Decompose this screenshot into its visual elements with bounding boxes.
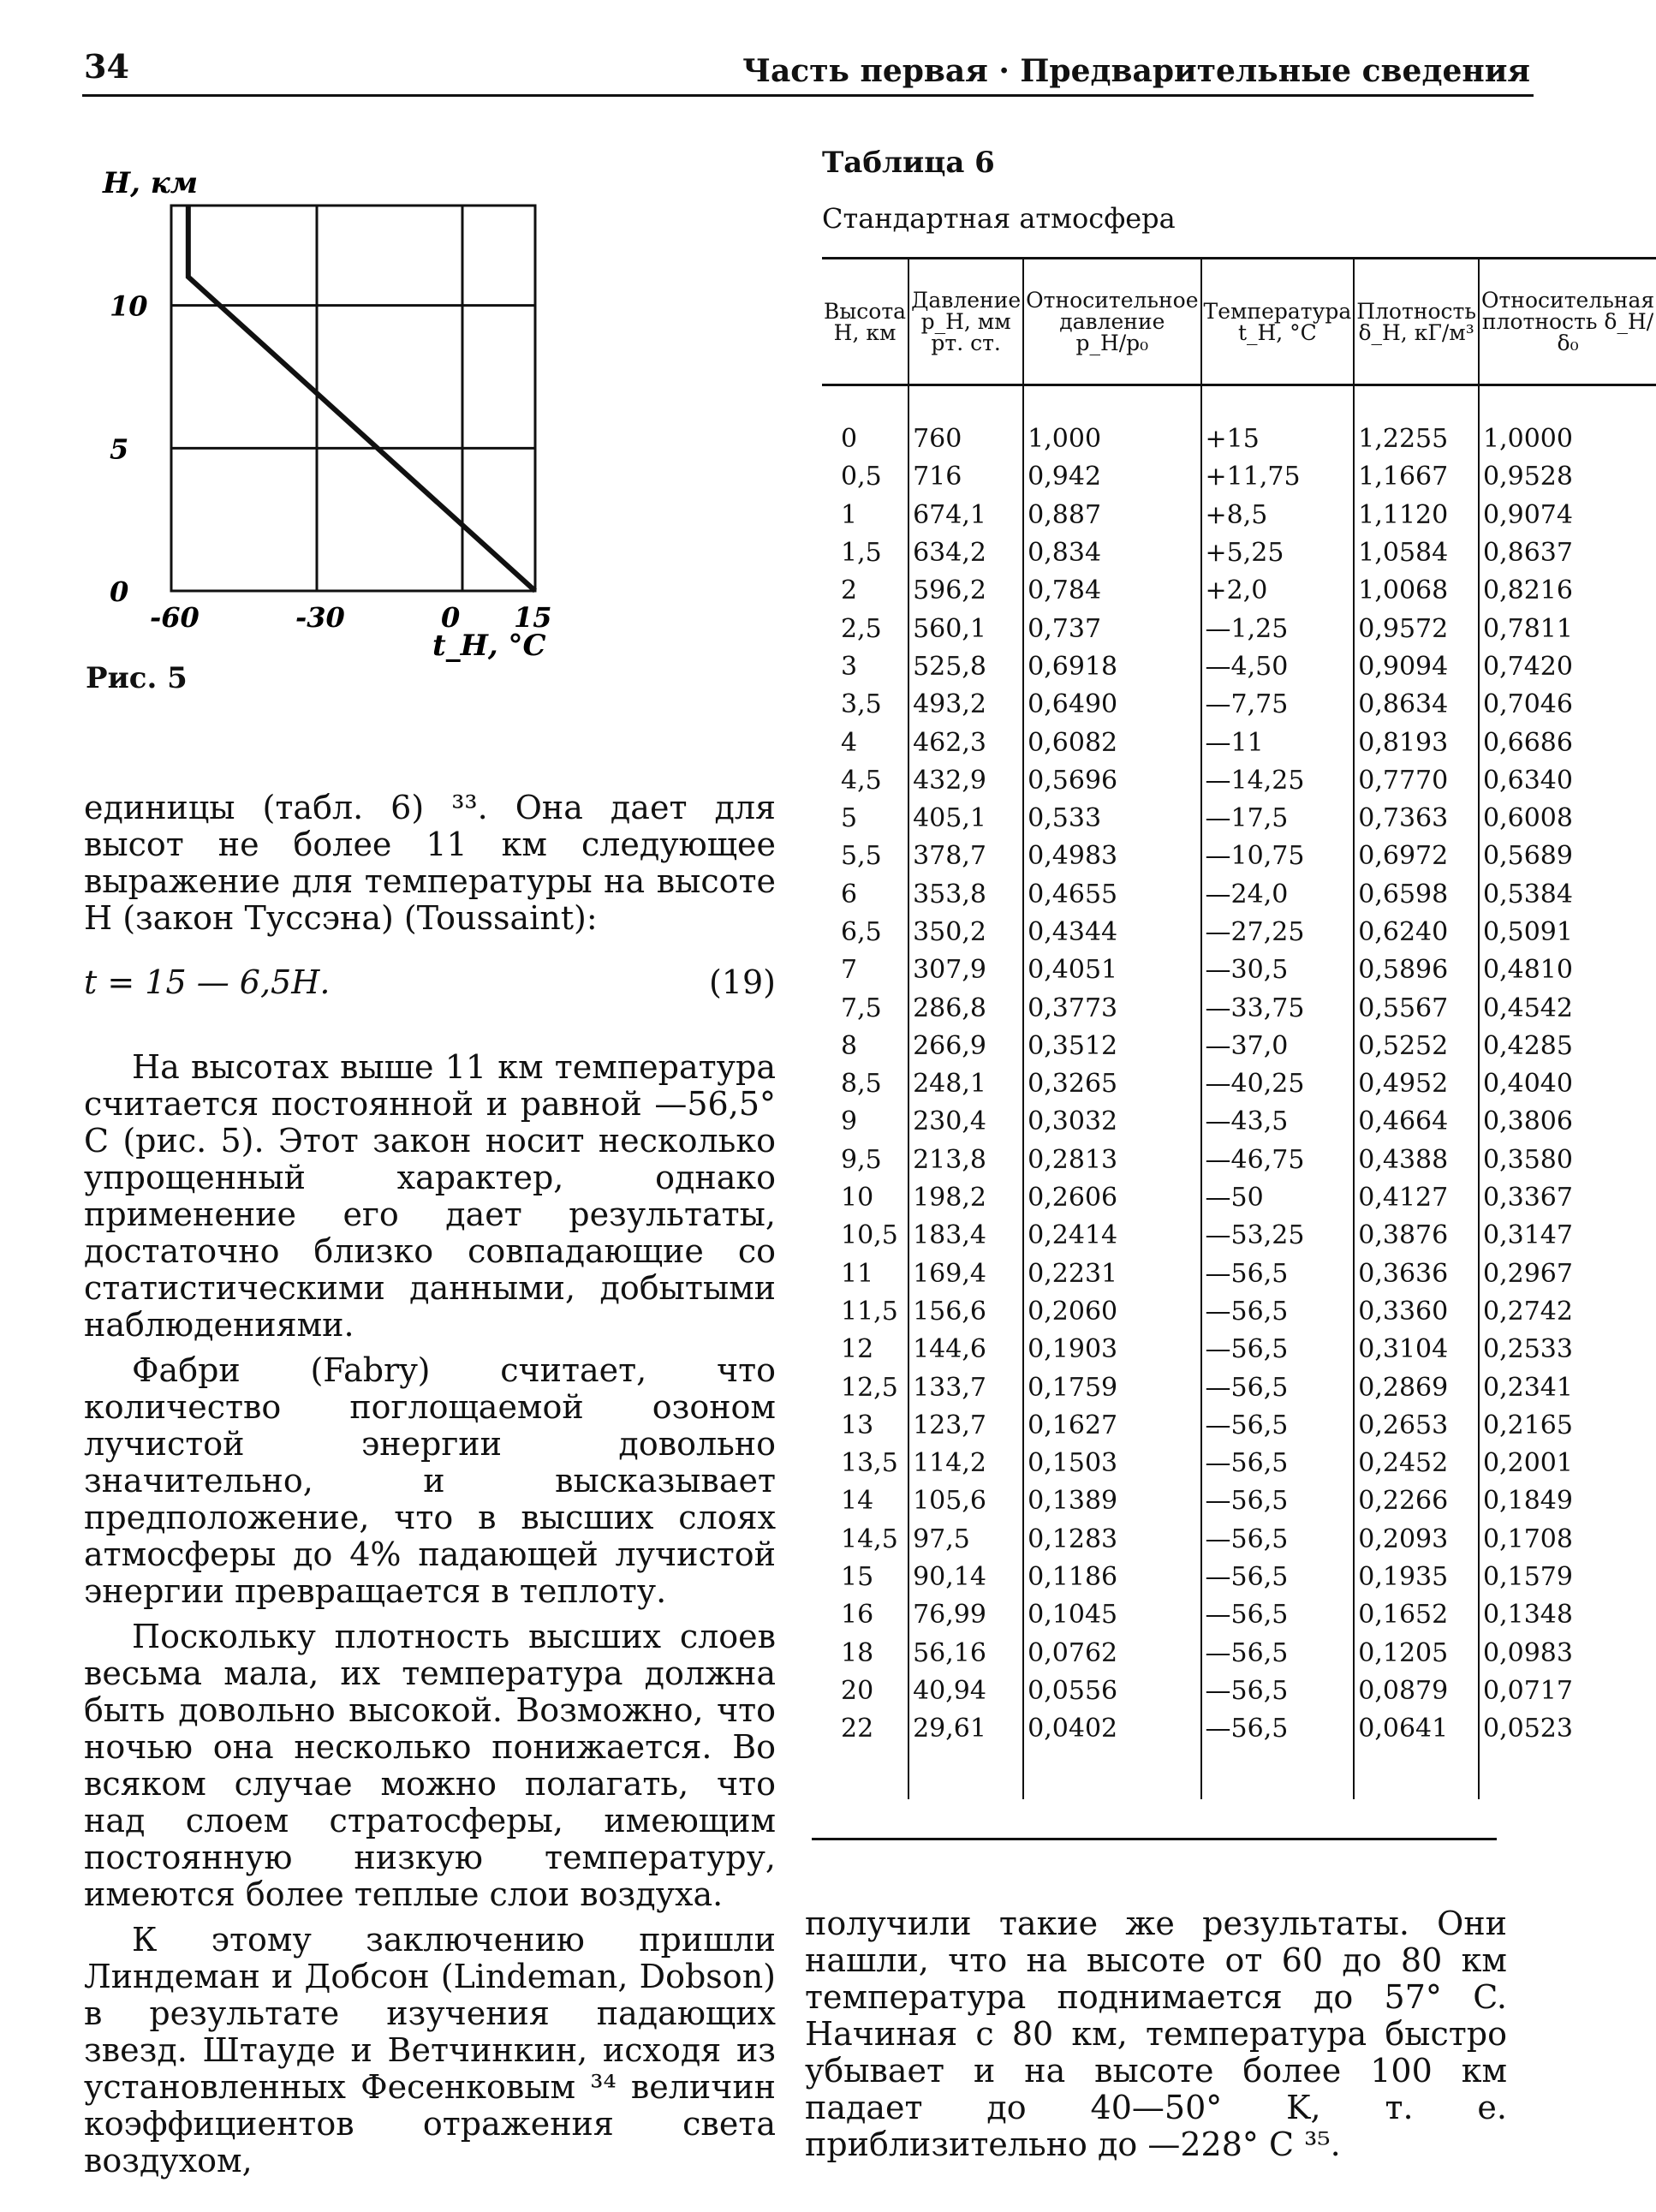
table-cell: 0,2001 (1479, 1445, 1656, 1482)
table-cell: —56,5 (1201, 1521, 1355, 1559)
table-cell: 0,1849 (1479, 1482, 1656, 1520)
table-cell: 56,16 (908, 1635, 1023, 1672)
table-cell: 0,2231 (1023, 1255, 1200, 1293)
table-cell: 0,6008 (1479, 800, 1656, 838)
table-cell: 3 (841, 651, 858, 682)
table-cell: 0,1283 (1023, 1521, 1200, 1559)
paragraph: Поскольку плотность высших слоев весьма мала, их температура должна быть довольно высокой. Возможно, что ночью она несколько понижается. Во всяком случае можно полагать, что над слоем стратосферы, имеющим постоянную низкую температуру, имеются более теплые слои воздуха. (84, 1618, 776, 1913)
table-cell: 0,4542 (1479, 989, 1656, 1027)
table-cell: 0,8637 (1479, 534, 1656, 572)
table-row (822, 1142, 1656, 1179)
table-cell: +8,5 (1201, 497, 1355, 534)
table-row (822, 1179, 1656, 1217)
table-row (822, 1293, 1656, 1331)
table-cell: 716 (908, 458, 1023, 496)
table-cell: 0 (841, 424, 858, 455)
table-cell: 13,5 (841, 1448, 898, 1479)
table-cell: —7,75 (1201, 686, 1355, 724)
table-cell: 0,3147 (1479, 1217, 1656, 1255)
table-row (822, 1521, 1656, 1559)
table-cell: 266,9 (908, 1028, 1023, 1065)
table-cell: 525,8 (908, 648, 1023, 686)
table-cell: 1,5 (841, 538, 882, 569)
table-row (822, 1331, 1656, 1368)
table-cell: —11 (1201, 724, 1355, 761)
table-row (822, 572, 1656, 610)
left-paragraph-1 (84, 790, 776, 945)
table-cell: 0,1935 (1354, 1559, 1479, 1596)
table-cell: 0,2414 (1023, 1217, 1200, 1255)
table-cell: 0,2533 (1479, 1331, 1656, 1368)
table-cell: 5,5 (841, 841, 882, 872)
table-title: Стандартная атмосфера (822, 202, 1176, 235)
table-cell: 0,3512 (1023, 1028, 1200, 1065)
table-row (822, 1710, 1656, 1799)
table-cell: 0,2653 (1354, 1407, 1479, 1445)
table-cell: 0,1652 (1354, 1596, 1479, 1634)
table-cell: 12,5 (841, 1372, 898, 1403)
table-cell: 0,4127 (1354, 1179, 1479, 1217)
page-number: 34 (84, 47, 129, 86)
table-cell: 0,5689 (1479, 838, 1656, 875)
table-cell: 0,4664 (1354, 1103, 1479, 1141)
table-cell: 0,1903 (1023, 1331, 1200, 1368)
table-cell: 3,5 (841, 689, 882, 720)
table-cell: 2 (841, 575, 858, 606)
table-cell: 560,1 (908, 610, 1023, 647)
table-header-row (822, 259, 1656, 385)
table-cell: 760 (908, 385, 1023, 459)
table-cell: 0,6686 (1479, 724, 1656, 761)
table-cell: 1 (841, 499, 858, 530)
table-row (822, 610, 1656, 647)
paragraph: получили такие же результаты. Они нашли, что на высоте от 60 до 80 км температура поднимается до 57° C. Начиная с 80 км, температура быстро убывает и на высоте более 100 км падает до 40—50° K, т. е. приблизительно до —228° C ³⁵. (805, 1905, 1507, 2163)
table-cell: —56,5 (1201, 1445, 1355, 1482)
table-cell: 198,2 (908, 1179, 1023, 1217)
table-cell: 0,0717 (1479, 1672, 1656, 1710)
table-cell: 0,6082 (1023, 724, 1200, 761)
table-cell: —37,0 (1201, 1028, 1355, 1065)
table-cell: 0,2813 (1023, 1142, 1200, 1179)
table-cell: 0,1389 (1023, 1482, 1200, 1520)
table-cell: 0,8634 (1354, 686, 1479, 724)
table-cell: 169,4 (908, 1255, 1023, 1293)
x-tick-label: -30 (295, 601, 345, 634)
table-cell: —56,5 (1201, 1407, 1355, 1445)
table-cell: 0,942 (1023, 458, 1200, 496)
table-cell: 213,8 (908, 1142, 1023, 1179)
x-tick-label: 15 (514, 601, 552, 634)
table-cell: 0,9074 (1479, 497, 1656, 534)
table-cell: 0,2606 (1023, 1179, 1200, 1217)
table-cell: —1,25 (1201, 610, 1355, 647)
table-cell: 0,6918 (1023, 648, 1200, 686)
table-cell: 0,2341 (1479, 1368, 1656, 1406)
table-cell: 634,2 (908, 534, 1023, 572)
table-cell: —27,25 (1201, 914, 1355, 951)
table-cell: 307,9 (908, 951, 1023, 989)
table-cell: —53,25 (1201, 1217, 1355, 1255)
table-cell: 0,6340 (1479, 762, 1656, 800)
table-cell: 0,1579 (1479, 1559, 1656, 1596)
table-cell: 0,2869 (1354, 1368, 1479, 1406)
table-cell: —10,75 (1201, 838, 1355, 875)
table-cell: 2,5 (841, 613, 882, 644)
table-cell: 40,94 (908, 1672, 1023, 1710)
table-cell: 0,3806 (1479, 1103, 1656, 1141)
table-cell: —43,5 (1201, 1103, 1355, 1141)
table-row (822, 838, 1656, 875)
table-cell: 0,4388 (1354, 1142, 1479, 1179)
table-cell: 14 (841, 1486, 874, 1517)
column-header: Высота H, км (824, 298, 907, 345)
running-head: Часть первая · Предварительные сведения (742, 53, 1530, 89)
table-cell: 0,2967 (1479, 1255, 1656, 1293)
table-cell: 0,8193 (1354, 724, 1479, 761)
table-cell: 0,533 (1023, 800, 1200, 838)
x-tick-label: -60 (150, 601, 200, 634)
table-cell: 674,1 (908, 497, 1023, 534)
table-row (822, 1217, 1656, 1255)
table-cell: —56,5 (1201, 1635, 1355, 1672)
table-cell: 6 (841, 879, 858, 909)
table-cell: 0,737 (1023, 610, 1200, 647)
table-cell: 0,4285 (1479, 1028, 1656, 1065)
table-cell: 0,0402 (1023, 1710, 1200, 1799)
table-cell: 4 (841, 727, 858, 758)
x-tick-label: 0 (441, 601, 461, 634)
table-cell: —56,5 (1201, 1710, 1355, 1799)
table-cell: —56,5 (1201, 1368, 1355, 1406)
table-cell: 0,5896 (1354, 951, 1479, 989)
formula-number: (19) (708, 963, 776, 1001)
table-cell: —4,50 (1201, 648, 1355, 686)
table-cell: 0,4655 (1023, 876, 1200, 914)
table-cell: 1,2255 (1354, 385, 1479, 459)
table-cell: 0,3876 (1354, 1217, 1479, 1255)
table-cell: 1,1120 (1354, 497, 1479, 534)
figure-grid (171, 206, 535, 591)
table-cell: —33,75 (1201, 989, 1355, 1027)
table-row (822, 458, 1656, 496)
table-cell: 353,8 (908, 876, 1023, 914)
table-row (822, 1407, 1656, 1445)
table-cell: 183,4 (908, 1217, 1023, 1255)
table-cell: 18 (841, 1637, 874, 1668)
paragraph: К этому заключению пришли Линдеман и Добсон (Lindeman, Dobson) в результате изучения падающих звезд. Штауде и Ветчинкин, исходя из установленных Фесенковым ³⁴ величин коэффициентов отражения света воздухом, (84, 1921, 776, 2179)
table-cell: 0,3580 (1479, 1142, 1656, 1179)
table-cell: 0,9528 (1479, 458, 1656, 496)
table-cell: 0,0762 (1023, 1635, 1200, 1672)
table-cell: 11 (841, 1258, 874, 1289)
table-cell: 0,2742 (1479, 1293, 1656, 1331)
table-cell: —56,5 (1201, 1596, 1355, 1634)
table-cell: 0,6240 (1354, 914, 1479, 951)
table-row (822, 724, 1656, 761)
table-row (822, 534, 1656, 572)
table-cell: 0,6490 (1023, 686, 1200, 724)
table-bottom-rule (812, 1838, 1497, 1840)
table-row (822, 1635, 1656, 1672)
table-cell: 0,1503 (1023, 1445, 1200, 1482)
header-rule (82, 94, 1534, 97)
table-cell: 11,5 (841, 1296, 898, 1327)
table-cell: —56,5 (1201, 1482, 1355, 1520)
table-cell: 0,2060 (1023, 1293, 1200, 1331)
table-cell: 0,4983 (1023, 838, 1200, 875)
column-header: Плотность δ_H, кГ/м³ (1354, 259, 1479, 385)
table-cell: 0,0523 (1479, 1710, 1656, 1799)
table-cell: 286,8 (908, 989, 1023, 1027)
y-tick-label: 10 (110, 289, 148, 323)
table-row (822, 385, 1656, 459)
table-row (822, 686, 1656, 724)
standard-atmosphere-table (822, 257, 1655, 1799)
table-row (822, 497, 1656, 534)
table-cell: 7 (841, 955, 858, 986)
table-row (822, 648, 1656, 686)
table-cell: 1,0068 (1354, 572, 1479, 610)
table-cell: 493,2 (908, 686, 1023, 724)
table-cell: 0,7046 (1479, 686, 1656, 724)
table-cell: 0,3636 (1354, 1255, 1479, 1293)
table-cell: +2,0 (1201, 572, 1355, 610)
table-cell: 6,5 (841, 917, 882, 947)
table-label: Таблица 6 (822, 146, 995, 180)
table-cell: 22 (841, 1714, 874, 1744)
table-cell: —56,5 (1201, 1559, 1355, 1596)
table-cell: 1,0000 (1479, 385, 1656, 459)
table-cell: 7,5 (841, 993, 882, 1023)
table-cell: 0,2165 (1479, 1407, 1656, 1445)
table-cell: —40,25 (1201, 1065, 1355, 1103)
table-cell: 0,4051 (1023, 951, 1200, 989)
table-cell: 0,7420 (1479, 648, 1656, 686)
table-cell: 0,2093 (1354, 1521, 1479, 1559)
table-cell: 133,7 (908, 1368, 1023, 1406)
table-cell: 15 (841, 1562, 874, 1593)
table-cell: —50 (1201, 1179, 1355, 1217)
table-cell: 248,1 (908, 1065, 1023, 1103)
table-cell: 0,7363 (1354, 800, 1479, 838)
paragraph: На высотах выше 11 км температура считается постоянной и равной —56,5° C (рис. 5). Этот закон носит несколько упрощенный характер, однако применение его дает результаты, достаточно близко совпадающие со статистическими данными, добытыми наблюдениями. (84, 1048, 776, 1344)
plot-frame (171, 206, 535, 591)
table-row (822, 1028, 1656, 1065)
table-cell: 0,7811 (1479, 610, 1656, 647)
table-cell: 462,3 (908, 724, 1023, 761)
left-column-body (84, 1049, 776, 2188)
table-cell: 0,0641 (1354, 1710, 1479, 1799)
table-row (822, 1065, 1656, 1103)
table-row (822, 989, 1656, 1027)
table-cell: 0,3032 (1023, 1103, 1200, 1141)
table-row (822, 1596, 1656, 1634)
table-cell: 0,9094 (1354, 648, 1479, 686)
table-cell: 156,6 (908, 1293, 1023, 1331)
table-row (822, 1445, 1656, 1482)
table-cell: 29,61 (908, 1710, 1023, 1799)
table-cell: 9 (841, 1106, 858, 1137)
table-cell: 5 (841, 803, 858, 834)
table-cell: 8 (841, 1030, 858, 1061)
temperature-profile-line (188, 206, 535, 591)
table-cell: 105,6 (908, 1482, 1023, 1520)
table-cell: 432,9 (908, 762, 1023, 800)
table-cell: 13 (841, 1410, 874, 1440)
table-cell: 20 (841, 1675, 874, 1706)
table-cell: 0,4952 (1354, 1065, 1479, 1103)
table-cell: —56,5 (1201, 1331, 1355, 1368)
table-row (822, 800, 1656, 838)
column-header: Относительная плотность δ_H/δ₀ (1479, 259, 1656, 385)
table-cell: 350,2 (908, 914, 1023, 951)
table-cell: 0,3104 (1354, 1331, 1479, 1368)
table-cell: —56,5 (1201, 1672, 1355, 1710)
table-cell: 10 (841, 1183, 874, 1213)
table-cell: 0,784 (1023, 572, 1200, 610)
table-cell: 12 (841, 1334, 874, 1365)
table-cell: 0,3360 (1354, 1293, 1479, 1331)
table-cell: 405,1 (908, 800, 1023, 838)
table-cell: 0,2452 (1354, 1445, 1479, 1482)
table-cell: 9,5 (841, 1144, 882, 1175)
table-cell: 76,99 (908, 1596, 1023, 1634)
table-cell: 0,5384 (1479, 876, 1656, 914)
table-row (822, 876, 1656, 914)
table-row (822, 914, 1656, 951)
paragraph: единицы (табл. 6) ³³. Она дает для высот не более 11 км следующее выражение для температуры на высоте H (закон Туссэна) (Toussaint): (84, 789, 776, 937)
table-cell: 0,0879 (1354, 1672, 1479, 1710)
table-cell: 0,5 (841, 462, 882, 492)
table-cell: 0,6598 (1354, 876, 1479, 914)
table-cell: 0,9572 (1354, 610, 1479, 647)
table-row (822, 1255, 1656, 1293)
table-cell: 90,14 (908, 1559, 1023, 1596)
table-cell: —46,75 (1201, 1142, 1355, 1179)
table-cell: 0,834 (1023, 534, 1200, 572)
table-cell: 0,1186 (1023, 1559, 1200, 1596)
table-row (822, 1559, 1656, 1596)
table-row (822, 1103, 1656, 1141)
table-cell: 0,0983 (1479, 1635, 1656, 1672)
table-cell: —14,25 (1201, 762, 1355, 800)
table-cell: 0,8216 (1479, 572, 1656, 610)
table-cell: +5,25 (1201, 534, 1355, 572)
table-cell: 0,1205 (1354, 1635, 1479, 1672)
table-cell: 0,1708 (1479, 1521, 1656, 1559)
y-tick-label: 0 (110, 575, 129, 608)
table-cell: 0,7770 (1354, 762, 1479, 800)
table-cell: —56,5 (1201, 1255, 1355, 1293)
table-cell: 0,3773 (1023, 989, 1200, 1027)
table-cell: —17,5 (1201, 800, 1355, 838)
table-cell: 0,0556 (1023, 1672, 1200, 1710)
table-cell: —56,5 (1201, 1293, 1355, 1331)
table-cell: 0,5091 (1479, 914, 1656, 951)
table-cell: 0,1348 (1479, 1596, 1656, 1634)
column-header: Давление p_H, мм рт. ст. (908, 259, 1023, 385)
table-cell: 97,5 (908, 1521, 1023, 1559)
table-row (822, 1368, 1656, 1406)
table-body (822, 385, 1656, 1800)
table-cell: 1,0584 (1354, 534, 1479, 572)
table-cell: 0,6972 (1354, 838, 1479, 875)
table-cell: 0,887 (1023, 497, 1200, 534)
table-row (822, 1482, 1656, 1520)
table-cell: 0,4810 (1479, 951, 1656, 989)
figure-5-chart (103, 167, 634, 672)
table-cell: 230,4 (908, 1103, 1023, 1141)
formula-19: t = 15 — 6,5H. (84, 963, 331, 1001)
table-row (822, 762, 1656, 800)
table-cell: 0,3367 (1479, 1179, 1656, 1217)
table-cell: 0,1759 (1023, 1368, 1200, 1406)
table-cell: 4,5 (841, 765, 882, 796)
table-cell: 1,1667 (1354, 458, 1479, 496)
table-cell: 10,5 (841, 1220, 898, 1251)
table-row (822, 1672, 1656, 1710)
table-cell: 14,5 (841, 1523, 898, 1554)
y-axis-label: H, км (103, 166, 199, 200)
table-cell: 0,2266 (1354, 1482, 1479, 1520)
table-cell: —24,0 (1201, 876, 1355, 914)
table-row (822, 951, 1656, 989)
table-cell: 123,7 (908, 1407, 1023, 1445)
table-cell: 0,5696 (1023, 762, 1200, 800)
y-tick-label: 5 (110, 432, 129, 466)
table-cell: 114,2 (908, 1445, 1023, 1482)
table-cell: 596,2 (908, 572, 1023, 610)
table-cell: 144,6 (908, 1331, 1023, 1368)
table-cell: 378,7 (908, 838, 1023, 875)
column-header: Температура t_H, °C (1201, 259, 1355, 385)
table-cell: 8,5 (841, 1069, 882, 1100)
right-column-body (805, 1905, 1507, 2172)
table-cell: 1,000 (1023, 385, 1200, 459)
table-cell: 0,3265 (1023, 1065, 1200, 1103)
x-axis-label: t_H, °C (432, 629, 546, 663)
table-cell: 0,4344 (1023, 914, 1200, 951)
table-cell: 0,5567 (1354, 989, 1479, 1027)
paragraph: Фабри (Fabry) считает, что количество поглощаемой озоном лучистой энергии довольно значительно, и высказывает предположение, что в высших слоях атмосферы до 4% падающей лучистой энергии превращается в теплоту. (84, 1351, 776, 1610)
table-cell: +11,75 (1201, 458, 1355, 496)
table-cell: 0,5252 (1354, 1028, 1479, 1065)
column-header: Относительное давление p_H/p₀ (1023, 259, 1200, 385)
table-cell: 16 (841, 1600, 874, 1631)
table-cell: —30,5 (1201, 951, 1355, 989)
table-cell: 0,1045 (1023, 1596, 1200, 1634)
y-tick-labels (110, 290, 148, 608)
table-cell: 0,1627 (1023, 1407, 1200, 1445)
table-cell: 0,4040 (1479, 1065, 1656, 1103)
table-cell: +15 (1201, 385, 1355, 459)
figure-caption: Рис. 5 (86, 661, 188, 695)
